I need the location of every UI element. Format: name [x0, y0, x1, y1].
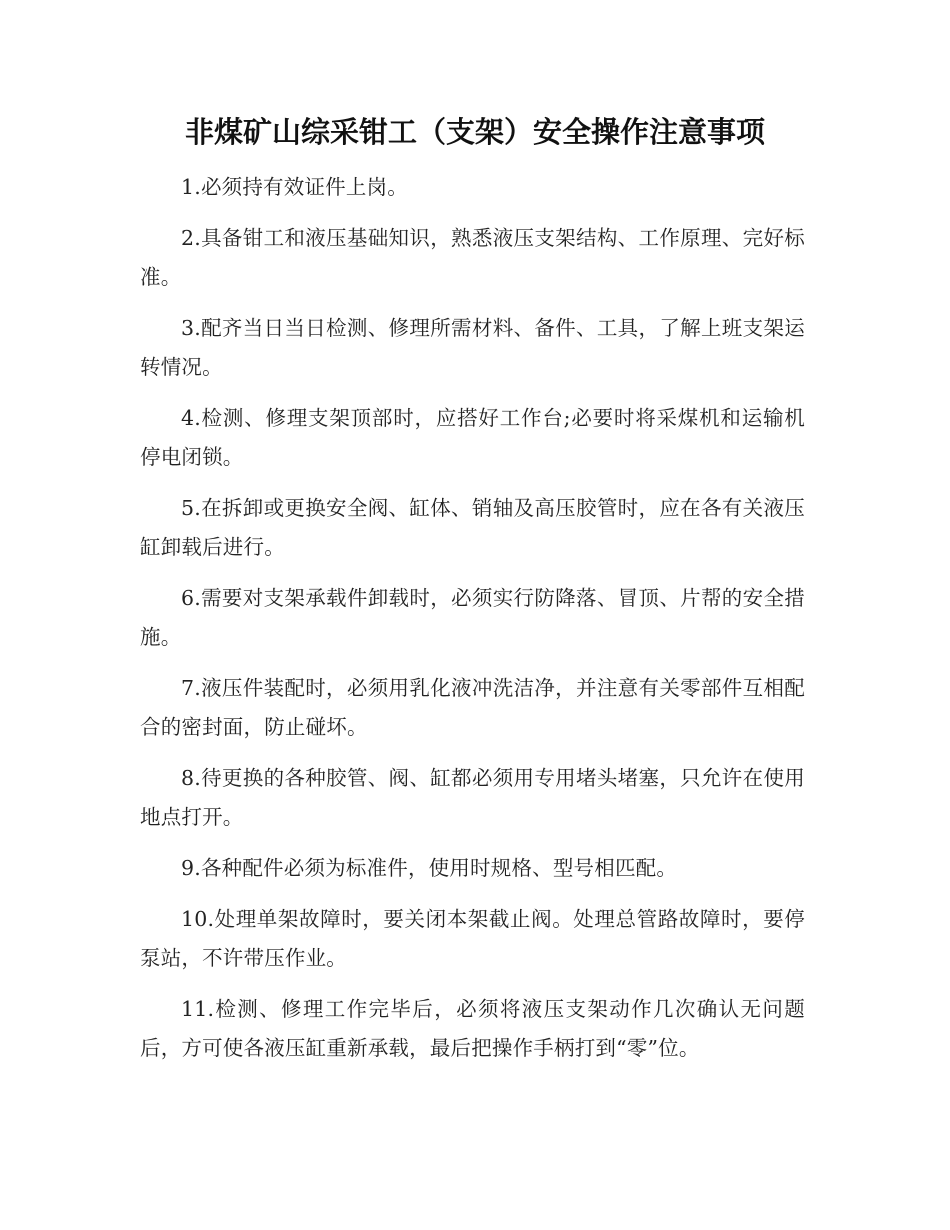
paragraph-7: 7.液压件装配时，必须用乳化液冲洗洁净，并注意有关零部件互相配合的密封面，防止碰坏。	[140, 676, 805, 739]
paragraph-5: 5.在拆卸或更换安全阀、缸体、销轴及高压胶管时，应在各有关液压缸卸载后进行。	[140, 496, 805, 559]
paragraph-2: 2.具备钳工和液压基础知识，熟悉液压支架结构、工作原理、完好标准。	[140, 226, 805, 289]
paragraph-9: 9.各种配件必须为标准件，使用时规格、型号相匹配。	[181, 856, 678, 880]
document-title: 非煤矿山综采钳工（支架）安全操作注意事项	[184, 115, 765, 149]
paragraph-3: 3.配齐当日当日检测、修理所需材料、备件、工具，了解上班支架运转情况。	[140, 316, 805, 379]
paragraph-1: 1.必须持有效证件上岗。	[181, 175, 408, 199]
paragraph-4: 4.检测、修理支架顶部时，应搭好工作台;必要时将采煤机和运输机停电闭锁。	[140, 406, 805, 469]
document-body	[140, 168, 805, 1080]
paragraph-8: 8.待更换的各种胶管、阀、缸都必须用专用堵头堵塞，只允许在使用地点打开。	[140, 766, 805, 829]
paragraph-10: 10.处理单架故障时，要关闭本架截止阀。处理总管路故障时，要停泵站，不许带压作业。	[140, 907, 805, 970]
paragraph-11: 11.检测、修理工作完毕后，必须将液压支架动作几次确认无问题后，方可使各液压缸重新承载，最后把操作手柄打到“零”位。	[140, 997, 805, 1060]
paragraph-6: 6.需要对支架承载件卸载时，必须实行防降落、冒顶、片帮的安全措施。	[140, 586, 805, 649]
